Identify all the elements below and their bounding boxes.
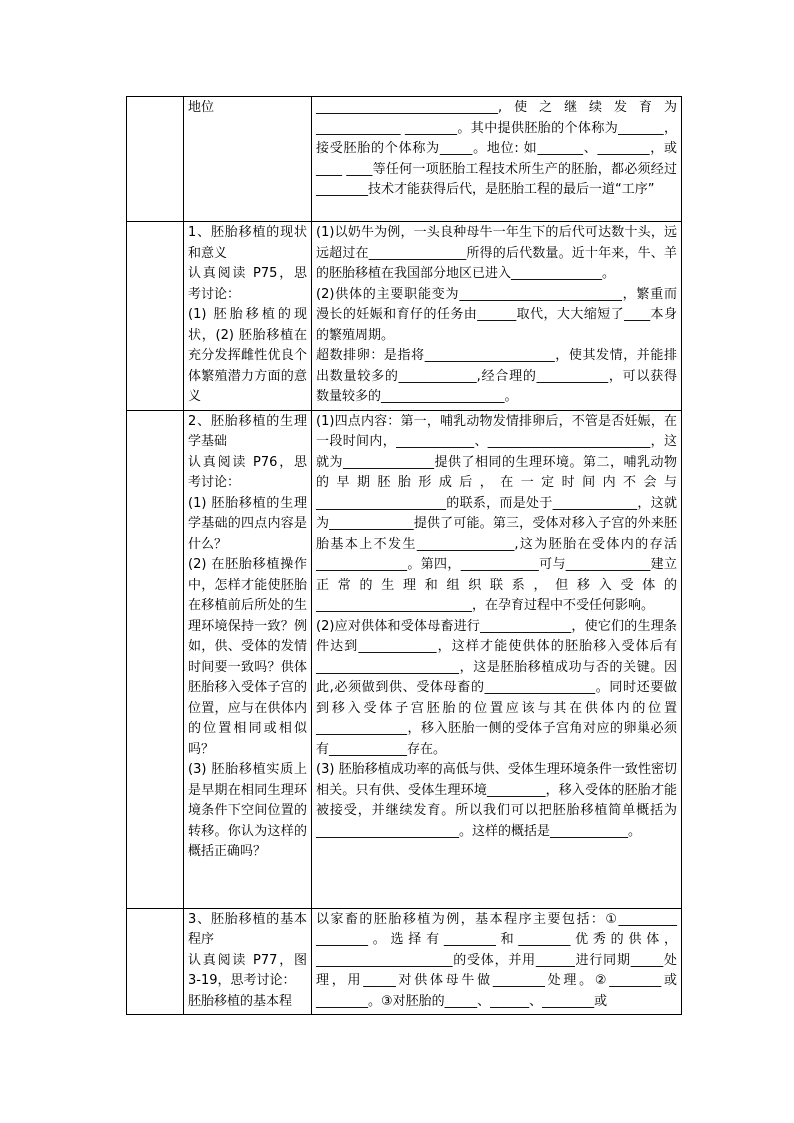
- topic-cell: [184, 97, 312, 222]
- topic-cell: [184, 410, 312, 908]
- worksheet-table: [126, 96, 682, 1015]
- topic-question: 胚胎移植的基本程: [188, 993, 293, 1009]
- table-row: [127, 97, 682, 222]
- table-row: [127, 410, 682, 908]
- content-cell: [312, 222, 682, 411]
- content-paragraph: ____________________________,使之继续发育为_____________ ________。其中提供胚胎的个体称为_______，接受胚胎的个体称为_____。地位: 如_______、________，或____ ____等任何一项胚胎工程技术所生产的胚胎，都必须经过________技术才能获得后代，是胚胎工程的最后一道“工序”: [316, 100, 677, 197]
- content-paragraph: (2)供体的主要职能变为_________________________，繁重而漫长的妊娠和育仔的任务由______取代，大大缩短了____本身的繁殖周期。: [316, 286, 677, 343]
- topic-heading: 3、胚胎移植的基本程序: [188, 911, 307, 947]
- topic-heading: 1、胚胎移植的现状和意义: [188, 225, 307, 261]
- content-paragraph: (1)以奶牛为例，一头良种母牛一年生下的后代可达数十头，远远超过在_______________所得的后代数量。近十年来，牛、羊的胚胎移植在我国部分地区已进入______________。: [316, 225, 677, 281]
- content-paragraph: 以家畜的胚胎移植为例，基本程序主要包括：①_________ ________。选择有________和________优秀的供体，_____________________的受体，并用______进行同期_____处理，用_____对供体母牛做________处理。②________或________。③对胚胎的_____、______、________或: [316, 911, 677, 1009]
- topic-cell: [184, 908, 312, 1015]
- content-paragraph: (3) 胚胎移植成功率的高低与供、受体生理环境条件一致性密切相关。只有供、受体生理环境_________，移入受体的胚胎才能被接受，并继续发育。所以我们可以把胚胎移植简单概括为______________________。这样的概括是____________。: [316, 762, 677, 839]
- topic-text: 地位: [188, 100, 215, 115]
- content-paragraph: (2)应对供体和受体母畜进行______________，使它们的生理条件达到____________，这样才能使供体的胚胎移入受体后有______________________，这是胚胎移植成功与否的关键。因此,必须做到供、受体母畜的_________________。同时还要做到移入受体子宫胚胎的位置应该与其在供体内的位置______________，移入胚胎一侧的受体子宫角对应的卵巢必须有____________存在。: [316, 618, 677, 757]
- blank-cell: [127, 410, 184, 908]
- blank-cell: [127, 222, 184, 411]
- content-cell: [312, 410, 682, 908]
- topic-heading: 2、胚胎移植的生理学基础: [188, 413, 307, 449]
- blank-cell: [127, 97, 184, 222]
- blank-cell: [127, 908, 184, 1015]
- content-paragraph: 超数排卵：是指将____________________，使其发情，并能排出数量较多的____________,经合理的___________，可以获得数量较多的___________________。: [316, 348, 677, 404]
- content-cell: [312, 97, 682, 222]
- topic-instruction: 认真阅读 P75，思考讨论：: [188, 266, 307, 302]
- topic-instruction: 认真阅读 P77，图 3-19，思考讨论：: [188, 952, 307, 988]
- table-row: [127, 222, 682, 411]
- table-row: [127, 908, 682, 1015]
- topic-question: (3) 胚胎移植实质上是早期在相同生理环境条件下空间位置的转移。你认为这样的概括正确吗？: [188, 762, 307, 859]
- topic-cell: [184, 222, 312, 411]
- topic-question: (1) 胚胎移植的生理学基础的四点内容是什么？: [188, 495, 307, 552]
- content-cell: [312, 908, 682, 1015]
- content-paragraph: (1)四点内容：第一，哺乳动物发情排卵后，不管是否妊娠，在一段时间内，____________、_________________________，这就为______________提供了相同的生理环境。第二，哺乳动物的早期胚胎形成后，在一定时间内不会与____________________的联系，而是处于_____________，这就为_____________提供了可能。第三，受体对移入子宫的外来胚胎基本上不发生_______________,这为胚胎在受体内的存活______________。第四，____________可与_____________建立正常的生理和组织联系，但移入受体的________________________，在孕育过程中不受任何影响。: [316, 413, 677, 613]
- topic-question: (1) 胚胎移植的现状，(2) 胚胎移植在充分发挥雌性优良个体繁殖潜力方面的意义: [188, 307, 307, 404]
- topic-question: (2) 在胚胎移植操作中，怎样才能使胚胎在移植前后所处的生理环境保持一致？例如，供、受体的发情时间要一致吗？供体胚胎移入受体子宫的位置，应与在供体内的位置相同或相似吗？: [188, 557, 307, 757]
- topic-instruction: 认真阅读 P76，思考讨论：: [188, 454, 307, 490]
